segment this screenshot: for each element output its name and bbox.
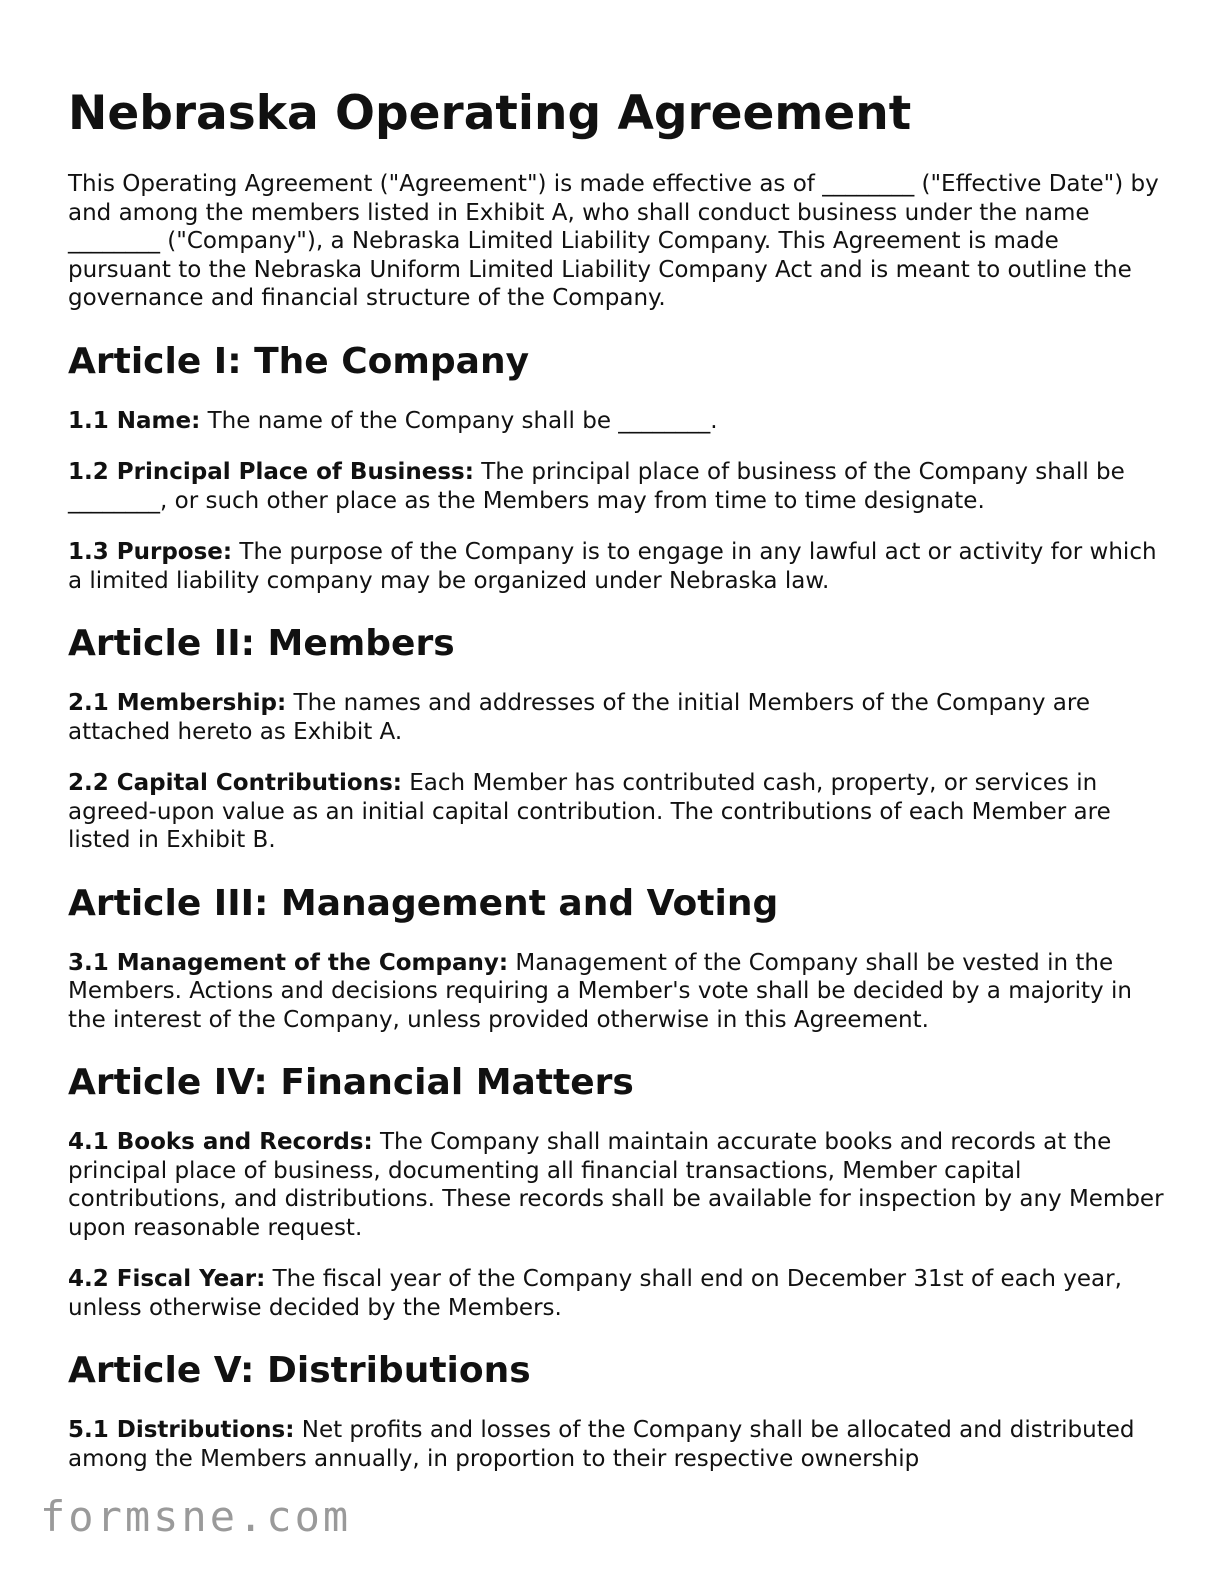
clause-text: Net profits and losses of the Company shall be allocated and distributed among the Members annually, in proportion to their respective ownership — [68, 1417, 1135, 1472]
clause-term: 2.2 Capital Contributions: — [68, 770, 402, 796]
clause-text: The purpose of the Company is to engage in any lawful act or activity for which a limited liability company may be organized under Nebraska law. — [68, 539, 1157, 594]
clause-text: The principal place of business of the Company shall be ________, or such other place as the Members may from time to time designate. — [68, 459, 1125, 514]
article-heading-5: Article V: Distributions — [68, 1350, 531, 1391]
clause-2-2 — [68, 769, 1168, 855]
clause-text: The name of the Company shall be ________. — [200, 407, 718, 434]
clause-term: 5.1 Distributions: — [68, 1417, 295, 1443]
clause-text: The names and addresses of the initial Members of the Company are attached hereto as Exhibit A. — [68, 690, 1090, 745]
clause-4-1 — [68, 1128, 1168, 1242]
clause-term: 1.3 Purpose: — [68, 539, 233, 565]
clause-term: 4.2 Fiscal Year: — [68, 1266, 266, 1292]
clause-1-1 — [68, 407, 1168, 436]
clause-2-1 — [68, 689, 1168, 746]
clause-term: 1.1 Name: — [68, 407, 201, 434]
clause-text: Each Member has contributed cash, property, or services in agreed-upon value as an initial capital contribution. The contributions of each Member are listed in Exhibit B. — [68, 770, 1111, 853]
clause-text: The fiscal year of the Company shall end on December 31st of each year, unless otherwise decided by the Members. — [68, 1266, 1122, 1321]
clause-5-1 — [68, 1416, 1168, 1473]
clause-term: 4.1 Books and Records: — [68, 1129, 373, 1155]
clause-term: 2.1 Membership: — [68, 690, 287, 716]
clause-text: The Company shall maintain accurate books and records at the principal place of business, documenting all financial transactions, Member capital contributions, and distributions. These records shall be available for inspection by any Member upon reasonable request. — [68, 1129, 1164, 1241]
intro-paragraph: This Operating Agreement ("Agreement") is made effective as of ________ ("Effective Date") by and among the members listed in Exhibit A, who shall conduct business under the name ________ ("Company"), a Nebraska Limited Liability Company. This Agreement is made pursuant to the Nebraska Uniform Limited Liability Company Act and is meant to outline the governance and financial structure of the Company. — [68, 171, 1159, 311]
document-title: Nebraska Operating Agreement — [68, 86, 912, 141]
clause-1-2 — [68, 458, 1168, 515]
article-heading-2: Article II: Members — [68, 623, 455, 664]
article-heading-1: Article I: The Company — [68, 340, 530, 382]
clause-term: 3.1 Management of the Company: — [68, 949, 509, 976]
clause-text: Management of the Company shall be vested in the Members. Actions and decisions requiring a Member's vote shall be decided by a majority in the interest of the Company, unless provided otherwise in this Agreement. — [68, 949, 1132, 1033]
clause-term: 1.2 Principal Place of Business: — [68, 459, 474, 485]
clause-4-2 — [68, 1265, 1168, 1322]
clause-1-3 — [68, 538, 1168, 595]
site-watermark: formsne.com — [40, 1492, 352, 1541]
clause-3-1 — [68, 949, 1168, 1035]
article-heading-3: Article III: Management and Voting — [68, 882, 779, 924]
document-page — [68, 82, 1168, 1496]
article-heading-4: Article IV: Financial Matters — [68, 1062, 634, 1103]
